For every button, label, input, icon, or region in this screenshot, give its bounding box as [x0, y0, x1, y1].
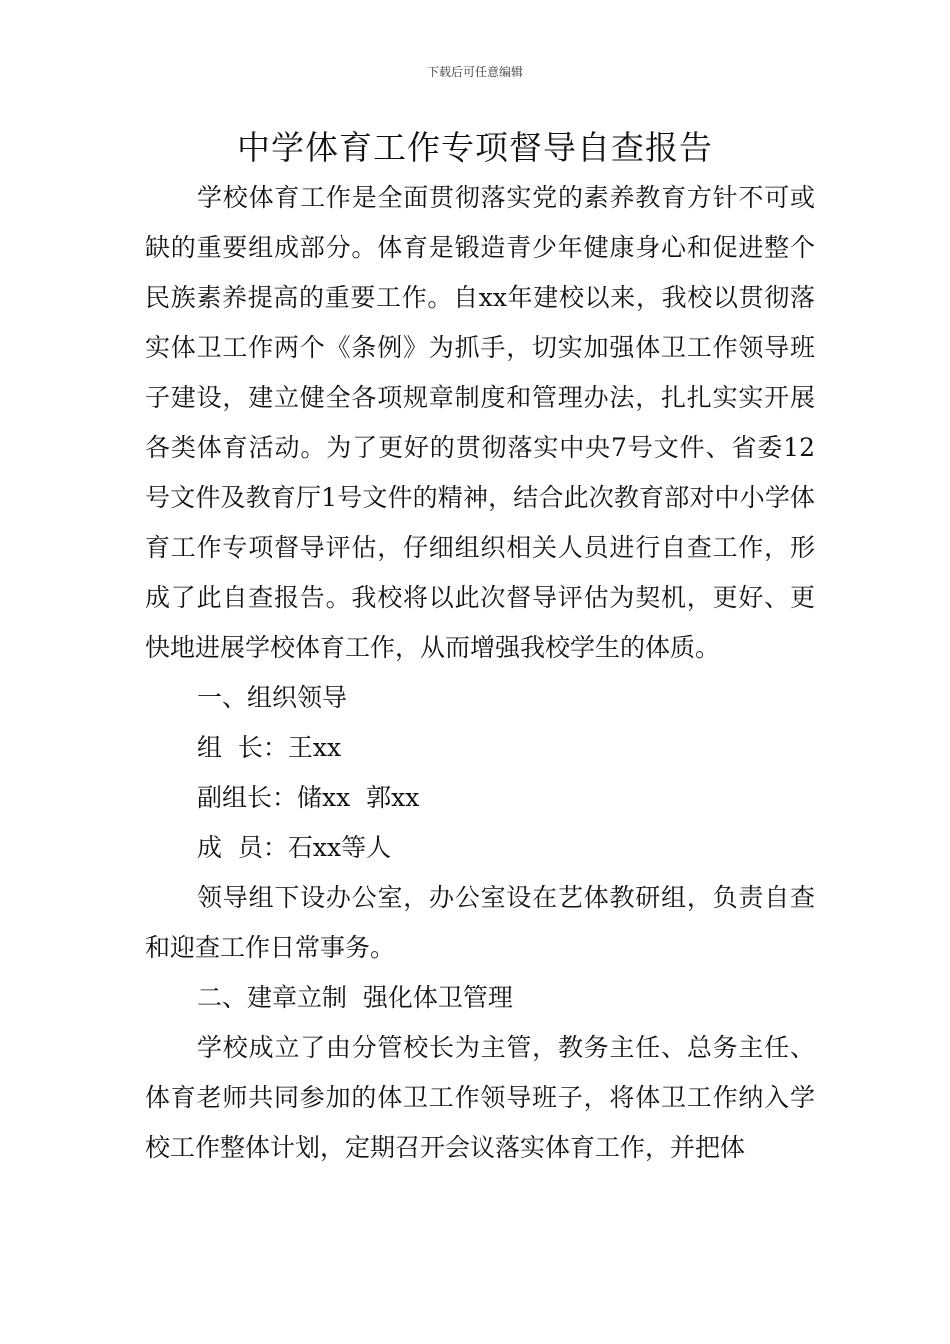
- leader-line: 组 长：王xx: [197, 733, 342, 762]
- paragraph-intro: 学校体育工作是全面贯彻落实党的素养教育方针不可或缺的重要组成部分。体育是锻造青少年健康身心和促进整个民族素养提高的重要工作。自xx年建校以来，我校以贯彻落实体卫工作两个《条例》为抓手，切实加强体卫工作领导班子建设，建立健全各项规章制度和管理办法，扎扎实实开展各类体育活动。为了更好的贯彻落实中央7号文件、省委12号文件及教育厅1号文件的精神，结合此次教育部对中小学体育工作专项督导评估，仔细组织相关人员进行自查工作，形成了此自查报告。我校将以此次督导评估为契机，更好、更快地进展学校体育工作，从而增强我校学生的体质。: [145, 183, 815, 662]
- section-heading-rules: 二、建章立制 强化体卫管理: [197, 983, 513, 1012]
- document-body: [145, 173, 815, 1173]
- section-heading-organization: 一、组织领导: [197, 683, 348, 712]
- paragraph-office: 领导组下设办公室，办公室设在艺体教研组，负责自查和迎查工作日常事务。: [145, 883, 815, 962]
- document-title: 中学体育工作专项督导自查报告: [237, 128, 713, 167]
- header-note: 下载后可任意编辑: [426, 65, 523, 79]
- members-line: 成 员：石xx等人: [197, 833, 392, 862]
- paragraph-leadership: 学校成立了由分管校长为主管，教务主任、总务主任、体育老师共同参加的体卫工作领导班子，将体卫工作纳入学校工作整体计划，定期召开会议落实体育工作，并把体: [145, 1033, 815, 1162]
- deputy-leader-line: 副组长：储xx 郭xx: [197, 783, 420, 812]
